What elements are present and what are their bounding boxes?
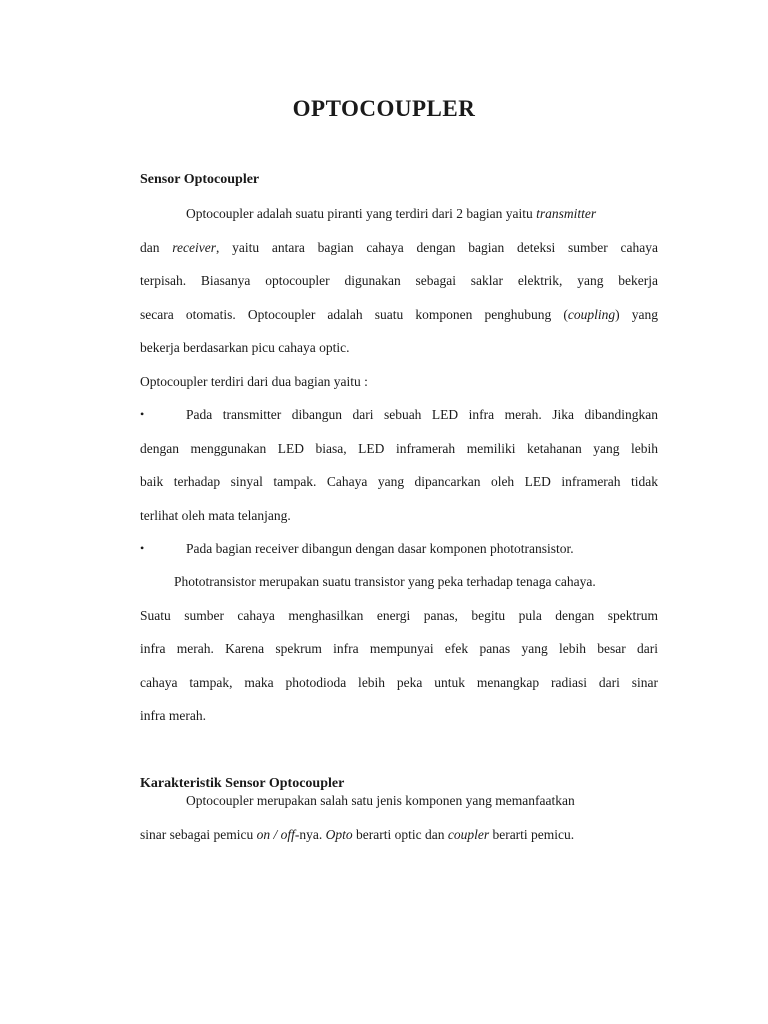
paragraph-line: dengan menggunakan LED biasa, LED inframerah memiliki ketahanan yang lebih [140, 440, 658, 456]
bullet-icon: • [140, 407, 145, 421]
paragraph-line: Optocoupler adalah suatu piranti yang terdiri dari 2 bagian yaitu transmitter [186, 206, 597, 221]
paragraph-parts-intro: Optocoupler terdiri dari dua bagian yaitu : [140, 374, 368, 389]
paragraph-line: Phototransistor merupakan suatu transistor yang peka terhadap tenaga cahaya. [174, 574, 596, 589]
bullet-icon: • [140, 541, 145, 555]
section-heading-karakteristik: Karakteristik Sensor Optocoupler [140, 776, 345, 791]
paragraph-line: Optocoupler merupakan salah satu jenis komponen yang memanfaatkan [186, 793, 575, 808]
paragraph-definition [140, 197, 658, 365]
paragraph-line: terlihat oleh mata telanjang. [140, 507, 291, 523]
document-title: OPTOCOUPLER [292, 96, 476, 121]
paragraph-phototransistor [140, 565, 658, 733]
paragraph-line: Pada transmitter dibangun dari sebuah LED infra merah. Jika dibandingkan [186, 407, 658, 422]
section-heading-sensor-optocoupler: Sensor Optocoupler [140, 172, 260, 187]
bullet-item-transmitter [140, 398, 658, 532]
paragraph-line: Suatu sumber cahaya menghasilkan energi panas, begitu pula dengan spektrum [140, 607, 658, 623]
paragraph-karakteristik [140, 784, 658, 851]
paragraph-line: baik terhadap sinyal tampak. Cahaya yang dipancarkan oleh LED inframerah tidak [140, 474, 658, 489]
paragraph-line: dan receiver, yaitu antara bagian cahaya dengan bagian deteksi sumber cahaya [140, 239, 658, 255]
paragraph-line: bekerja berdasarkan picu cahaya optic. [140, 340, 350, 355]
paragraph-line: secara otomatis. Optocoupler adalah suatu komponen penghubung (coupling) yang [140, 306, 658, 322]
paragraph-line: infra merah. Karena spekrum infra mempunyai efek panas yang lebih besar dari [140, 641, 658, 656]
paragraph-line: cahaya tampak, maka photodioda lebih peka untuk menangkap radiasi dari sinar [140, 674, 658, 690]
paragraph-line: sinar sebagai pemicu on / off-nya. Opto berarti optic dan coupler berarti pemicu. [140, 826, 575, 842]
paragraph-line: terpisah. Biasanya optocoupler digunakan sebagai saklar elektrik, yang bekerja [140, 273, 658, 288]
bullet-item-receiver [140, 532, 658, 566]
paragraph-line: infra merah. [140, 708, 206, 723]
paragraph-line: Pada bagian receiver dibangun dengan dasar komponen phototransistor. [186, 541, 574, 556]
